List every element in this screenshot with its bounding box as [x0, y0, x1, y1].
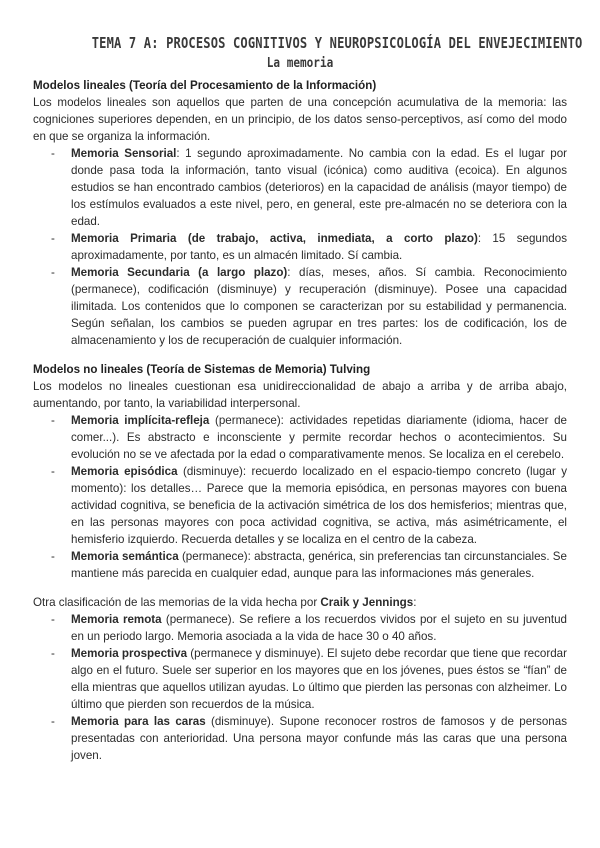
- spacer: [33, 582, 567, 594]
- list-item: [51, 230, 567, 264]
- item-text: : 1 segundo aproximadamente. No cambia con la edad. Es el lugar por donde pasa toda la información, tanto visual (icónica) como auditiva (ecoica). En algunos estudios se han encontrado cambios (deterioros) en la capacidad de análisis (mayor tiempo) de los estímulos evaluados a este nivel, pero, en general, este pre-almacén no se deteriora con la edad.: [71, 147, 567, 228]
- term-memoria-episodica: Memoria episódica: [71, 465, 178, 478]
- item-text: : días, meses, años. Sí cambia. Reconocimiento (permanece), codificación (disminuye) y recuperación (disminuye). Posee una capacidad ilimitada. Los contenidos que lo componen se caracterizan por su estabilidad y permanencia. Según señalan, los cambios se pueden agrupar en tres partes: los de codificación, los de almacenamiento y los de recuperación de cualquier información.: [71, 266, 567, 347]
- bullet-dash: -: [51, 715, 55, 728]
- item-text: (permanece): abstracta, genérica, sin preferencias tan circunstanciales. Se mantiene más parecida en cualquier edad, aunque para las informaciones más generales.: [71, 550, 567, 580]
- item-text: (disminuye). Supone reconocer rostros de famosos y de personas presentadas con anterioridad. Una persona mayor confunde más las caras que una persona joven.: [71, 715, 567, 762]
- bullet-dash: -: [51, 266, 55, 279]
- intro-prefix: Otra clasificación de las memorias de la vida hecha por: [33, 596, 321, 609]
- term-memoria-implicita: Memoria implícita-refleja: [71, 414, 210, 427]
- bullet-dash: -: [51, 147, 55, 160]
- term-memoria-remota: Memoria remota: [71, 613, 162, 626]
- item-text: (permanece): actividades repetidas diariamente (idioma, hacer de comer...). Es abstracto e inconsciente y permite recordar hechos o acontecimientos. Su evolución no se ve afectada por la edad o comparativamente menos. Se localiza en el cerebelo.: [71, 414, 567, 461]
- spacer: [33, 349, 567, 361]
- list-item: [51, 463, 567, 548]
- bullet-dash: -: [51, 414, 55, 427]
- heading-modelos-no-lineales: Modelos no lineales (Teoría de Sistemas de Memoria) Tulving: [33, 363, 371, 376]
- list-item: [51, 713, 567, 764]
- bullet-dash: -: [51, 647, 55, 660]
- list-item: [51, 264, 567, 349]
- list-item: [51, 645, 567, 713]
- list-item: [51, 412, 567, 463]
- list-modelos-no-lineales: [33, 412, 567, 582]
- list-item: [51, 548, 567, 582]
- intro-craik-jennings: [33, 594, 567, 611]
- term-memoria-sensorial: Memoria Sensorial: [71, 147, 177, 160]
- item-text: (permanece y disminuye). El sujeto debe recordar que tiene que recordar algo en el futuro. Suele ser superior en los mayores que en los jóvenes, pues éstos se “fían” de ella mientras que aquellos utilizan ayudas. Lo último que pierden las personas con alzheimer. Lo último que pierden son recuerdos de la música.: [71, 647, 567, 711]
- bullet-dash: -: [51, 232, 55, 245]
- document-title: TEMA 7 A: PROCESOS COGNITIVOS Y NEUROPSICOLOGÍA DEL ENVEJECIMIENTO: [91, 34, 583, 52]
- term-memoria-primaria: Memoria Primaria (de trabajo, activa, inmediata, a corto plazo): [71, 232, 478, 245]
- term-memoria-prospectiva: Memoria prospectiva: [71, 647, 188, 660]
- term-memoria-semantica: Memoria semántica: [71, 550, 179, 563]
- term-memoria-secundaria: Memoria Secundaria (a largo plazo): [71, 266, 288, 279]
- bullet-dash: -: [51, 613, 55, 626]
- bullet-dash: -: [51, 465, 55, 478]
- authors-craik-jennings: Craik y Jennings: [320, 596, 414, 609]
- list-item: [51, 611, 567, 645]
- bullet-dash: -: [51, 550, 55, 563]
- item-text: (disminuye): recuerdo localizado en el espacio-tiempo concreto (lugar y momento): los detalles… Parece que la memoria episódica, en personas mayores con buena actividad cognitiva, se beneficia de la activación simétrica de los dos hemisferios; mientras que, en las personas mayores con poca actividad cognitiva, se activa, más asimétricamente, el hemisferio izquierdo. Recuerda detalles y se localiza en el centro de la cabeza.: [71, 465, 567, 546]
- list-item: [51, 145, 567, 230]
- intro-suffix: :: [413, 596, 417, 609]
- term-memoria-caras: Memoria para las caras: [71, 715, 206, 728]
- list-modelos-lineales: [33, 145, 567, 349]
- item-text: : 15 segundos aproximadamente, por tanto, es un almacén limitado. Sí cambia.: [71, 232, 567, 262]
- intro-modelos-lineales: Los modelos lineales son aquellos que parten de una concepción acumulativa de la memoria: las cogniciones superiores dependen, en un principio, de los datos senso-perceptivos, así como del modo en que se organiza la información.: [33, 96, 567, 143]
- heading-modelos-lineales: Modelos lineales (Teoría del Procesamiento de la Información): [33, 79, 377, 92]
- section-title: La memoria: [266, 56, 334, 71]
- list-craik-jennings: [33, 611, 567, 764]
- item-text: (permanece). Se refiere a los recuerdos vividos por el sujeto en su juventud en un periodo largo. Memoria asociada a la vida de hace 30 o 40 años.: [71, 613, 567, 643]
- intro-modelos-no-lineales: Los modelos no lineales cuestionan esa unidireccionalidad de abajo a arriba y de arriba abajo, aumentando, por tanto, la variabilidad interpersonal.: [33, 380, 567, 410]
